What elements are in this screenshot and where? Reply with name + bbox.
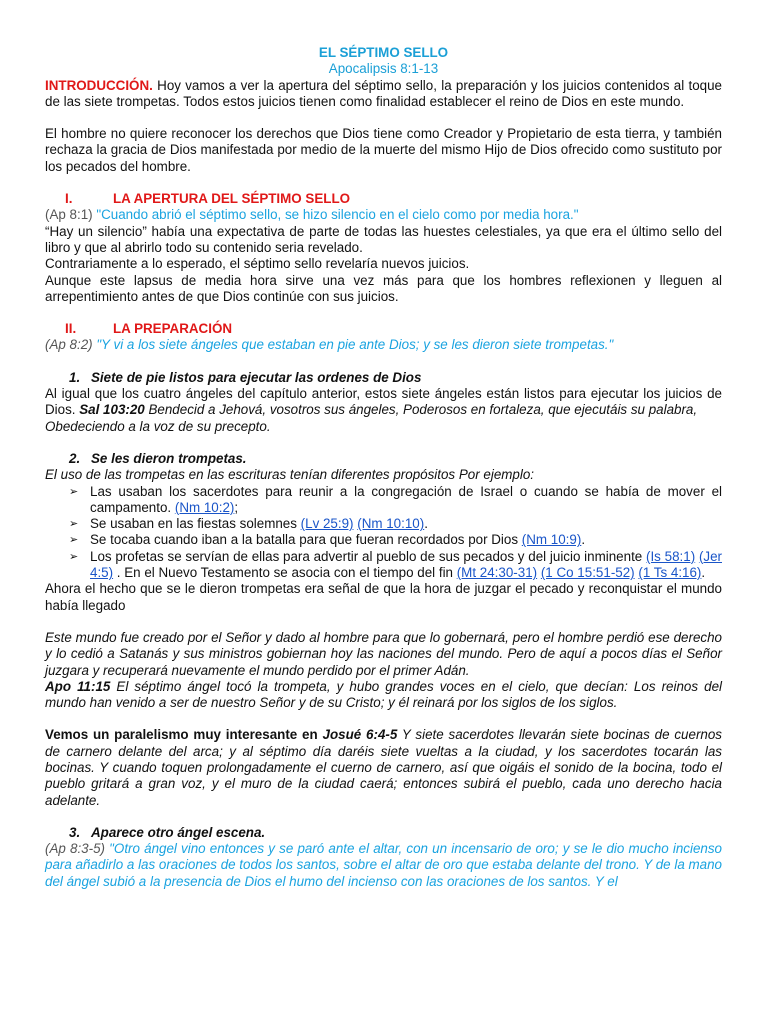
scripture-link[interactable]: (1 Co 15:51-52): [540, 565, 635, 581]
section-2-heading: [45, 321, 722, 337]
arrow-bullet-icon: ➢: [69, 518, 79, 531]
section-1-line-1: “Hay un silencio” había una expectativa de parte de todas las huestes celestiales, ya que era el último sello del libro y que al abrirlo todo su contenido seria revelado.: [45, 223, 722, 255]
subsection-3-heading: 3. Aparece otro ángel escena.: [69, 824, 266, 840]
list-item: ➢ Los profetas se servían de ellas para advertir al pueblo de sus pecados y del juicio inminente (Is 58:1) (Jer 4:5) . En el Nuevo Testamento se asocia con el tiempo del fin (Mt 24:30-31) (1 Co 15:51-52) (1 Ts 4:16).: [69, 548, 722, 581]
scripture-link[interactable]: (Lv 25:9): [300, 516, 354, 532]
list-item: ➢ Se tocaba cuando iban a la batalla para que fueran recordados por Dios (Nm 10:9).: [69, 532, 586, 548]
list-item: ➢ Se usaban en las fiestas solemnes (Lv 25:9) (Nm 10:10).: [69, 516, 428, 532]
subsection-2-after: Ahora el hecho que se le dieron trompetas era señal de que la hora de juzgar el pecado y reconquistar el mundo había llegado: [45, 581, 722, 613]
parallel-paragraph: Vemos un paralelismo muy interesante en Josué 6:4-5 Y siete sacerdotes llevarán siete bocinas de cuernos de carnero delante del arca; y al séptimo día daréis siete vueltas a la ciudad, y los sacerdotes tocarán las bocinas. Y cuando toquen prolongadamente el cuerno de carnero, así que oigáis el sonido de la bocina, todo el pueblo gritará a gran voz, y el muro de la ciudad caerá; entonces subirá el pueblo, cada uno derecho hacia adelante.: [45, 727, 723, 808]
intro-label: INTRODUCCIÓN.: [45, 77, 153, 93]
section-1-title: LA APERTURA DEL SÉPTIMO SELLO: [113, 191, 351, 207]
paragraph-1: El hombre no quiere reconocer los derechos que Dios tiene como Creador y Propietario de esta tierra, y también rechaza la gracia de Dios manifestada por medio de la muerte del mismo Hijo de Dios ofrecido como sustituto por los pecados del hombre.: [45, 126, 722, 174]
scripture-link[interactable]: (Is 58:1): [646, 548, 696, 564]
arrow-bullet-icon: ➢: [69, 534, 79, 547]
verse-ref-apo: Apo 11:15: [45, 678, 111, 694]
apo-paragraph: Apo 11:15 El séptimo ángel tocó la trompeta, y hubo grandes voces en el cielo, que decían: Los reinos del mundo han venido a ser de nuestro Señor y de su Cristo; y él reinará por los siglos de los siglos.: [45, 678, 722, 711]
section-2-title: LA PREPARACIÓN: [113, 321, 233, 337]
subsection-3-quote: (Ap 8:3-5) "Otro ángel vino entonces y se paró ante el altar, con un incensario de oro; y se le dio mucho incienso para añadirlo a las oraciones de todos los santos, sobre el altar de oro que estaba delante del trono. Y de la mano del ángel subió a la presencia de Dios el humo del incienso con las oraciones de los santos. Y el: [45, 841, 722, 889]
section-1-line-2: Contrariamente a lo esperado, el séptimo sello revelaría nuevos juicios.: [45, 256, 470, 272]
subsection-1-verse-end: Obedeciendo a la voz de su precepto.: [45, 418, 271, 434]
section-1-heading: [45, 191, 722, 207]
subsection-1-heading: 1. Siete de pie listos para ejecutar las ordenes de Dios: [69, 369, 422, 385]
section-2-number: II.: [65, 321, 77, 337]
section-1-line-3: Aunque este lapsus de media hora sirve una vez más para que los hombres reflexionen y lleguen al arrepentimiento antes de que Dios continúe con sus juicios.: [45, 272, 722, 304]
document-title: EL SÉPTIMO SELLO: [318, 45, 449, 60]
scripture-link[interactable]: (Nm 10:10): [357, 516, 425, 532]
scripture-link[interactable]: (Nm 10:9): [521, 532, 582, 548]
verse-ref-josue: Josué 6:4-5: [322, 727, 398, 743]
document-subtitle: Apocalipsis 8:1-13: [328, 61, 439, 77]
subsection-2-heading: 2. Se les dieron trompetas.: [69, 450, 247, 466]
subsection-1-text: Al igual que los cuatro ángeles del capítulo anterior, estos siete ángeles están listos para ejecutar los juicios de Dios. Sal 103:20 Bendecid a Jehová, vosotros sus ángeles, Poderosos en fortaleza, que ejecutáis su palabra,: [45, 386, 722, 418]
section-2-quote: (Ap 8:2) "Y vi a los siete ángeles que estaban en pie ante Dios; y se les dieron siete trompetas.": [45, 337, 614, 353]
section-1-quote: (Ap 8:1) "Cuando abrió el séptimo sello, se hizo silencio en el cielo como por media hora.": [45, 207, 579, 223]
document-page: [45, 45, 722, 890]
list-item: ➢ Las usaban los sacerdotes para reunir a la congregación de Israel o cuando se había de mover el campamento. (Nm 10:2);: [69, 483, 722, 515]
italic-paragraph: Este mundo fue creado por el Señor y dado al hombre para que lo gobernará, pero el hombre perdió ese derecho y lo cedió a Satanás y sus ministros gobiernan hoy las naciones del mundo. Pero de aquí a pocos días el Señor juzgara y recuperará nuevamente el mundo perdido por el primer Adán.: [45, 629, 722, 678]
arrow-bullet-icon: ➢: [69, 550, 79, 563]
scripture-link[interactable]: (1 Ts 4:16): [638, 565, 702, 581]
trumpet-uses-list: [45, 484, 722, 582]
arrow-bullet-icon: ➢: [69, 485, 79, 498]
section-1-number: I.: [65, 191, 73, 207]
intro-text: Hoy vamos a ver la apertura del séptimo sello, la preparación y los juicios contenidos al toque de las siete trompetas. Todos estos juicios tienen como finalidad establecer el reino de Dios en este mundo.: [45, 77, 722, 109]
verse-ref-sal: Sal 103:20: [79, 402, 145, 418]
scripture-link[interactable]: (Jer 4:5): [90, 548, 722, 581]
subsection-2-intro: El uso de las trompetas en las escrituras tenían diferentes propósitos Por ejemplo:: [45, 467, 535, 483]
scripture-link[interactable]: (Mt 24:30-31): [456, 565, 538, 581]
intro-paragraph: [45, 78, 722, 111]
scripture-link[interactable]: (Nm 10:2): [174, 499, 235, 515]
